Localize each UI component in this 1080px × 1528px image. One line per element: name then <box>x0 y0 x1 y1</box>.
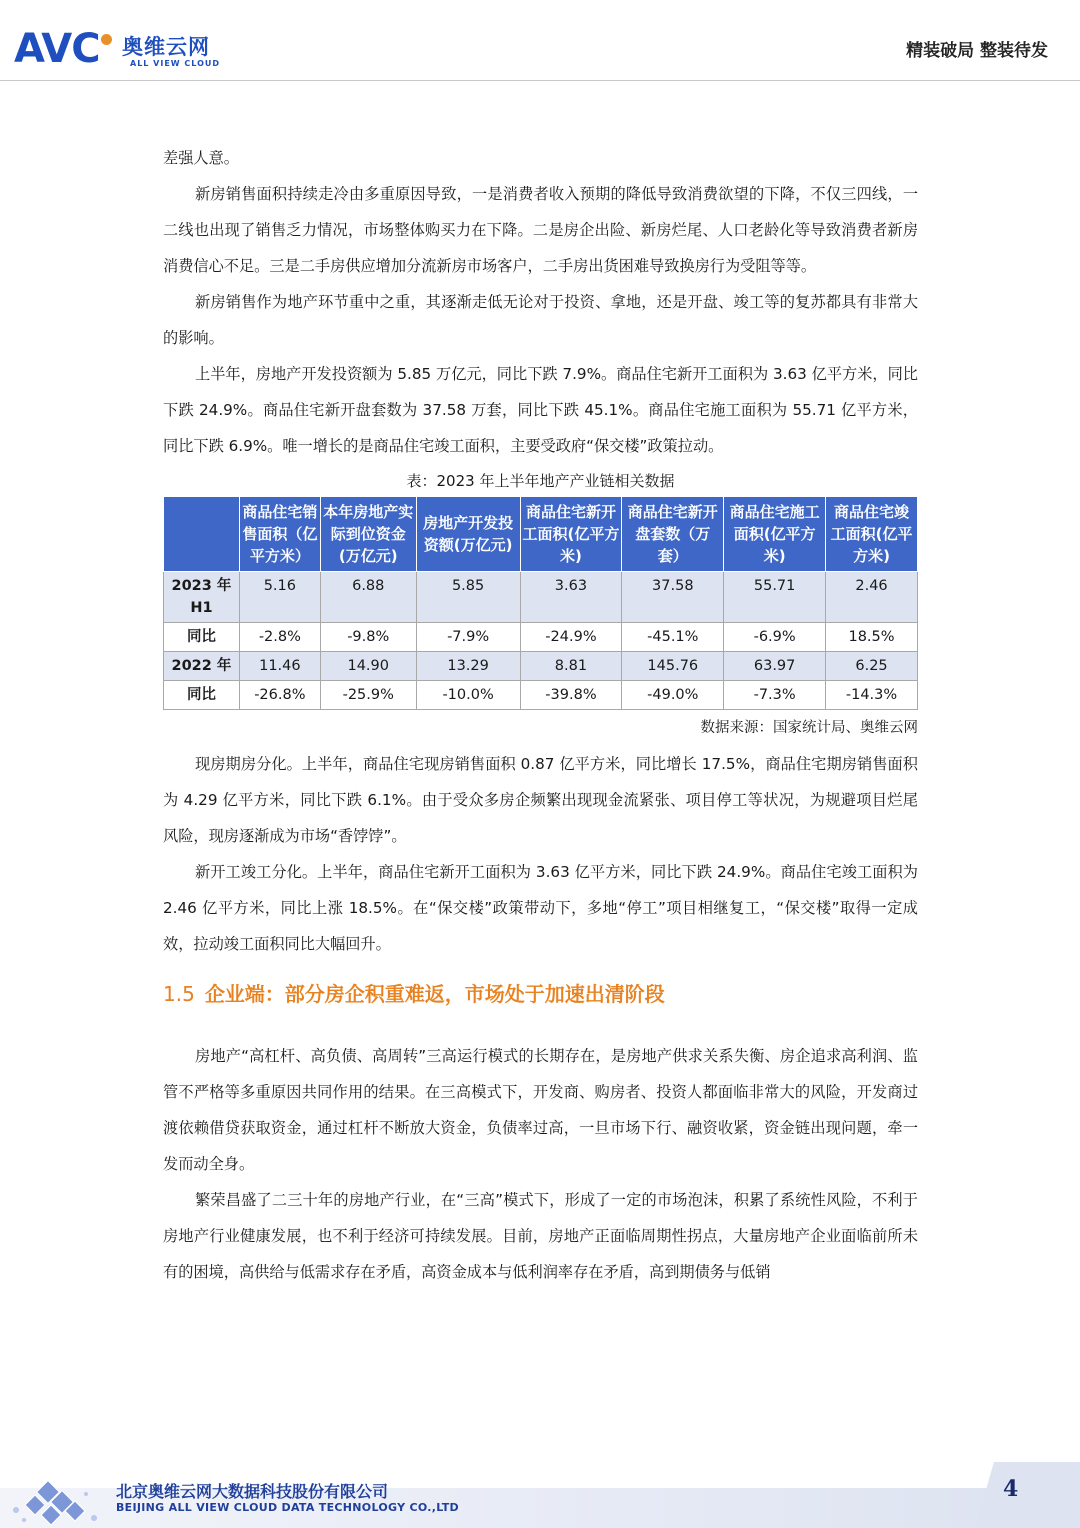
paragraph: 新开工竣工分化。上半年，商品住宅新开工面积为 3.63 亿平方米，同比下跌 24.9%。商品住宅竣工面积为 2.46 亿平方米，同比上涨 18.5%。在“保交楼”政策带动下，多地“停工”项目相继复工，“保交楼”取得一定成效，拉动竣工面积同比大幅回升。 <box>163 863 918 953</box>
page-header <box>0 0 1080 80</box>
paragraph: 现房期房分化。上半年，商品住宅现房销售面积 0.87 亿平方米，同比增长 17.5%，商品住宅期房销售面积为 4.29 亿平方米，同比下跌 6.1%。由于受众多房企频繁出现现金流紧张、项目停工等状况，为规避项目烂尾风险，现房逐渐成为市场“香饽饽”。 <box>163 755 918 845</box>
table-cell: 13.29 <box>416 652 520 681</box>
table-row <box>164 681 918 710</box>
paragraph: 新房销售作为地产环节重中之重，其逐渐走低无论对于投资、拿地，还是开盘、竣工等的复苏都具有非常大的影响。 <box>163 293 918 347</box>
column-header: 商品住宅新开工面积(亿平方米) <box>520 497 622 572</box>
table-cell: 37.58 <box>622 572 724 623</box>
section-heading <box>163 976 918 1012</box>
footer-company-english: BEIJING ALL VIEW CLOUD DATA TECHNOLOGY CO.,LTD <box>116 1501 459 1514</box>
table-cell: 6.25 <box>826 652 918 681</box>
table-cell: 2.46 <box>826 572 918 623</box>
table-cell: 5.85 <box>416 572 520 623</box>
table-cell: -10.0% <box>416 681 520 710</box>
table-cell: -7.3% <box>724 681 826 710</box>
avc-logo <box>14 22 254 72</box>
table-row <box>164 572 918 623</box>
column-header <box>164 497 240 572</box>
footer-company-name: 北京奥维云网大数据科技股份有限公司 <box>116 1482 389 1501</box>
paragraph: 差强人意。 <box>163 149 239 167</box>
logo-mark: AVC <box>14 26 100 72</box>
column-header: 商品住宅销售面积（亿平方米） <box>239 497 320 572</box>
table-cell: 6.88 <box>320 572 416 623</box>
header-slogan: 精装破局 整装待发 <box>906 41 1048 61</box>
document-body <box>163 140 918 1290</box>
table-cell: -39.8% <box>520 681 622 710</box>
table-cell: 63.97 <box>724 652 826 681</box>
logo-chinese-name: 奥维云网 <box>122 35 210 59</box>
data-cubes-icon <box>10 1470 106 1528</box>
logo-english-name: ALL VIEW CLOUD <box>130 59 221 68</box>
section-title-text: 企业端：部分房企积重难返，市场处于加速出清阶段 <box>204 982 665 1006</box>
header-divider <box>0 80 1080 81</box>
table-cell: -7.9% <box>416 623 520 652</box>
section-number: 1.5 <box>163 982 195 1006</box>
table-cell: -14.3% <box>826 681 918 710</box>
paragraph: 上半年，房地产开发投资额为 5.85 万亿元，同比下跌 7.9%。商品住宅新开工面积为 3.63 亿平方米，同比下跌 24.9%。商品住宅新开盘套数为 37.58 万套，同比下跌 45.1%。商品住宅施工面积为 55.71 亿平方米，同比下跌 6.9%。唯一增长的是商品住宅竣工面积，主要受政府“保交楼”政策拉动。 <box>163 365 918 455</box>
table-source-note: 数据来源：国家统计局、奥维云网 <box>700 720 918 736</box>
table-cell: -25.9% <box>320 681 416 710</box>
logo-dot-icon <box>101 34 112 45</box>
table-row <box>164 652 918 681</box>
column-header: 本年房地产实际到位资金(万亿元) <box>320 497 416 572</box>
paragraph: 新房销售面积持续走冷由多重原因导致，一是消费者收入预期的降低导致消费欲望的下降，不仅三四线，一二线也出现了销售乏力情况，市场整体购买力在下降。二是房企出险、新房烂尾、人口老龄化等导致消费者新房消费信心不足。三是二手房供应增加分流新房市场客户，二手房出货困难导致换房行为受阻等等。 <box>163 185 918 275</box>
column-header: 房地产开发投资额(万亿元) <box>416 497 520 572</box>
paragraph: 繁荣昌盛了二三十年的房地产行业，在“三高”模式下，形成了一定的市场泡沫，积累了系统性风险，不利于房地产行业健康发展，也不利于经济可持续发展。目前，房地产正面临周期性拐点，大量房地产企业面临前所未有的困境，高供给与低需求存在矛盾，高资金成本与低利润率存在矛盾，高到期债务与低销 <box>163 1191 918 1281</box>
table-row <box>164 623 918 652</box>
page-number: 4 <box>1003 1476 1019 1502</box>
table-cell: -6.9% <box>724 623 826 652</box>
table-cell: 55.71 <box>724 572 826 623</box>
paragraph: 房地产“高杠杆、高负债、高周转”三高运行模式的长期存在，是房地产供求关系失衡、房企追求高利润、监管不严格等多重原因共同作用的结果。在三高模式下，开发商、购房者、投资人都面临非常大的风险，开发商过渡依赖借贷获取资金，通过杠杆不断放大资金，负债率过高，一旦市场下行、融资收紧，资金链出现问题，牵一发而动全身。 <box>163 1047 918 1173</box>
column-header: 商品住宅新开盘套数（万套） <box>622 497 724 572</box>
table-header-row <box>164 497 918 572</box>
row-label: 同比 <box>164 681 240 710</box>
row-label: 同比 <box>164 623 240 652</box>
table-cell: -26.8% <box>239 681 320 710</box>
table-cell: -2.8% <box>239 623 320 652</box>
table-cell: 11.46 <box>239 652 320 681</box>
row-label: 2023 年 H1 <box>164 572 240 623</box>
data-table <box>163 496 918 710</box>
table-cell: 145.76 <box>622 652 724 681</box>
table-caption: 表：2023 年上半年地产产业链相关数据 <box>406 472 675 490</box>
table-cell: -49.0% <box>622 681 724 710</box>
table-cell: 14.90 <box>320 652 416 681</box>
page-number-tab <box>975 1462 1080 1528</box>
table-cell: -24.9% <box>520 623 622 652</box>
column-header: 商品住宅竣工面积(亿平方米) <box>826 497 918 572</box>
table-cell: -9.8% <box>320 623 416 652</box>
column-header: 商品住宅施工面积(亿平方米) <box>724 497 826 572</box>
row-label: 2022 年 <box>164 652 240 681</box>
table-cell: 18.5% <box>826 623 918 652</box>
table-cell: -45.1% <box>622 623 724 652</box>
table-cell: 8.81 <box>520 652 622 681</box>
table-cell: 3.63 <box>520 572 622 623</box>
table-cell: 5.16 <box>239 572 320 623</box>
